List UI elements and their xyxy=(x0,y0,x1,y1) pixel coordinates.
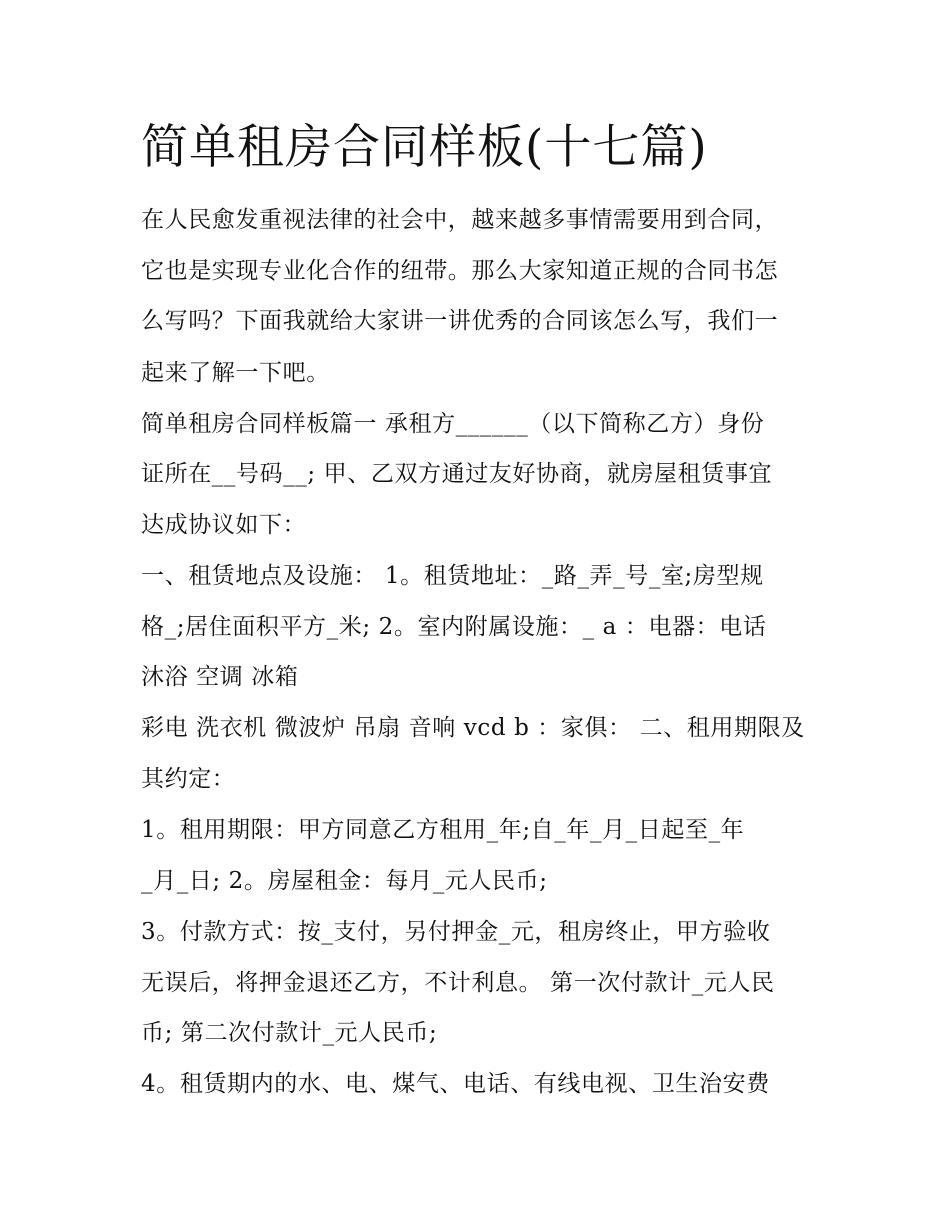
paragraph-line: 一、租赁地点及设施： 1。租赁地址：_路_弄_号_室;房型规 xyxy=(141,563,764,589)
paragraph-line: 4。租赁期内的水、电、煤气、电话、有线电视、卫生治安费 xyxy=(141,1071,770,1097)
paragraph-line: 达成协议如下： xyxy=(141,512,307,538)
paragraph-line: 币; 第二次付款计_元人民币; xyxy=(141,1020,438,1046)
paragraph-line: _月_日; 2。房屋租金：每月_元人民币; xyxy=(141,868,548,894)
paragraph-line: 简单租房合同样板篇一 承租方______（以下简称乙方）身份 xyxy=(141,411,765,437)
paragraph-line: 证所在__号码__; 甲、乙双方通过友好协商，就房屋租赁事宜 xyxy=(141,461,773,487)
paragraph-line: 3。付款方式：按_支付，另付押金_元，租房终止，甲方验收 xyxy=(141,919,771,945)
document-title: 简单租房合同样板(十七篇) xyxy=(141,120,708,175)
paragraph-line: 沐浴 空调 冰箱 xyxy=(141,664,299,690)
paragraph-line: 它也是实现专业化合作的纽带。那么大家知道正规的合同书怎 xyxy=(141,258,779,284)
paragraph-line: 起来了解一下吧。 xyxy=(141,360,330,386)
paragraph-line: 么写吗？下面我就给大家讲一讲优秀的合同该怎么写，我们一 xyxy=(141,308,779,334)
paragraph-line: 在人民愈发重视法律的社会中，越来越多事情需要用到合同， xyxy=(141,207,779,233)
paragraph-line: 格_;居住面积平方_米; 2。室内附属设施：_ a ：电器：电话 xyxy=(141,614,767,640)
paragraph-line: 无误后，将押金退还乙方，不计利息。 第一次付款计_元人民 xyxy=(141,970,775,996)
paragraph-line: 1。租用期限：甲方同意乙方租用_年;自_年_月_日起至_年 xyxy=(141,817,745,843)
paragraph-line: 其约定： xyxy=(141,766,236,792)
paragraph-line: 彩电 洗衣机 微波炉 吊扇 音响 vcd b ：家俱： 二、租用期限及 xyxy=(141,715,805,741)
